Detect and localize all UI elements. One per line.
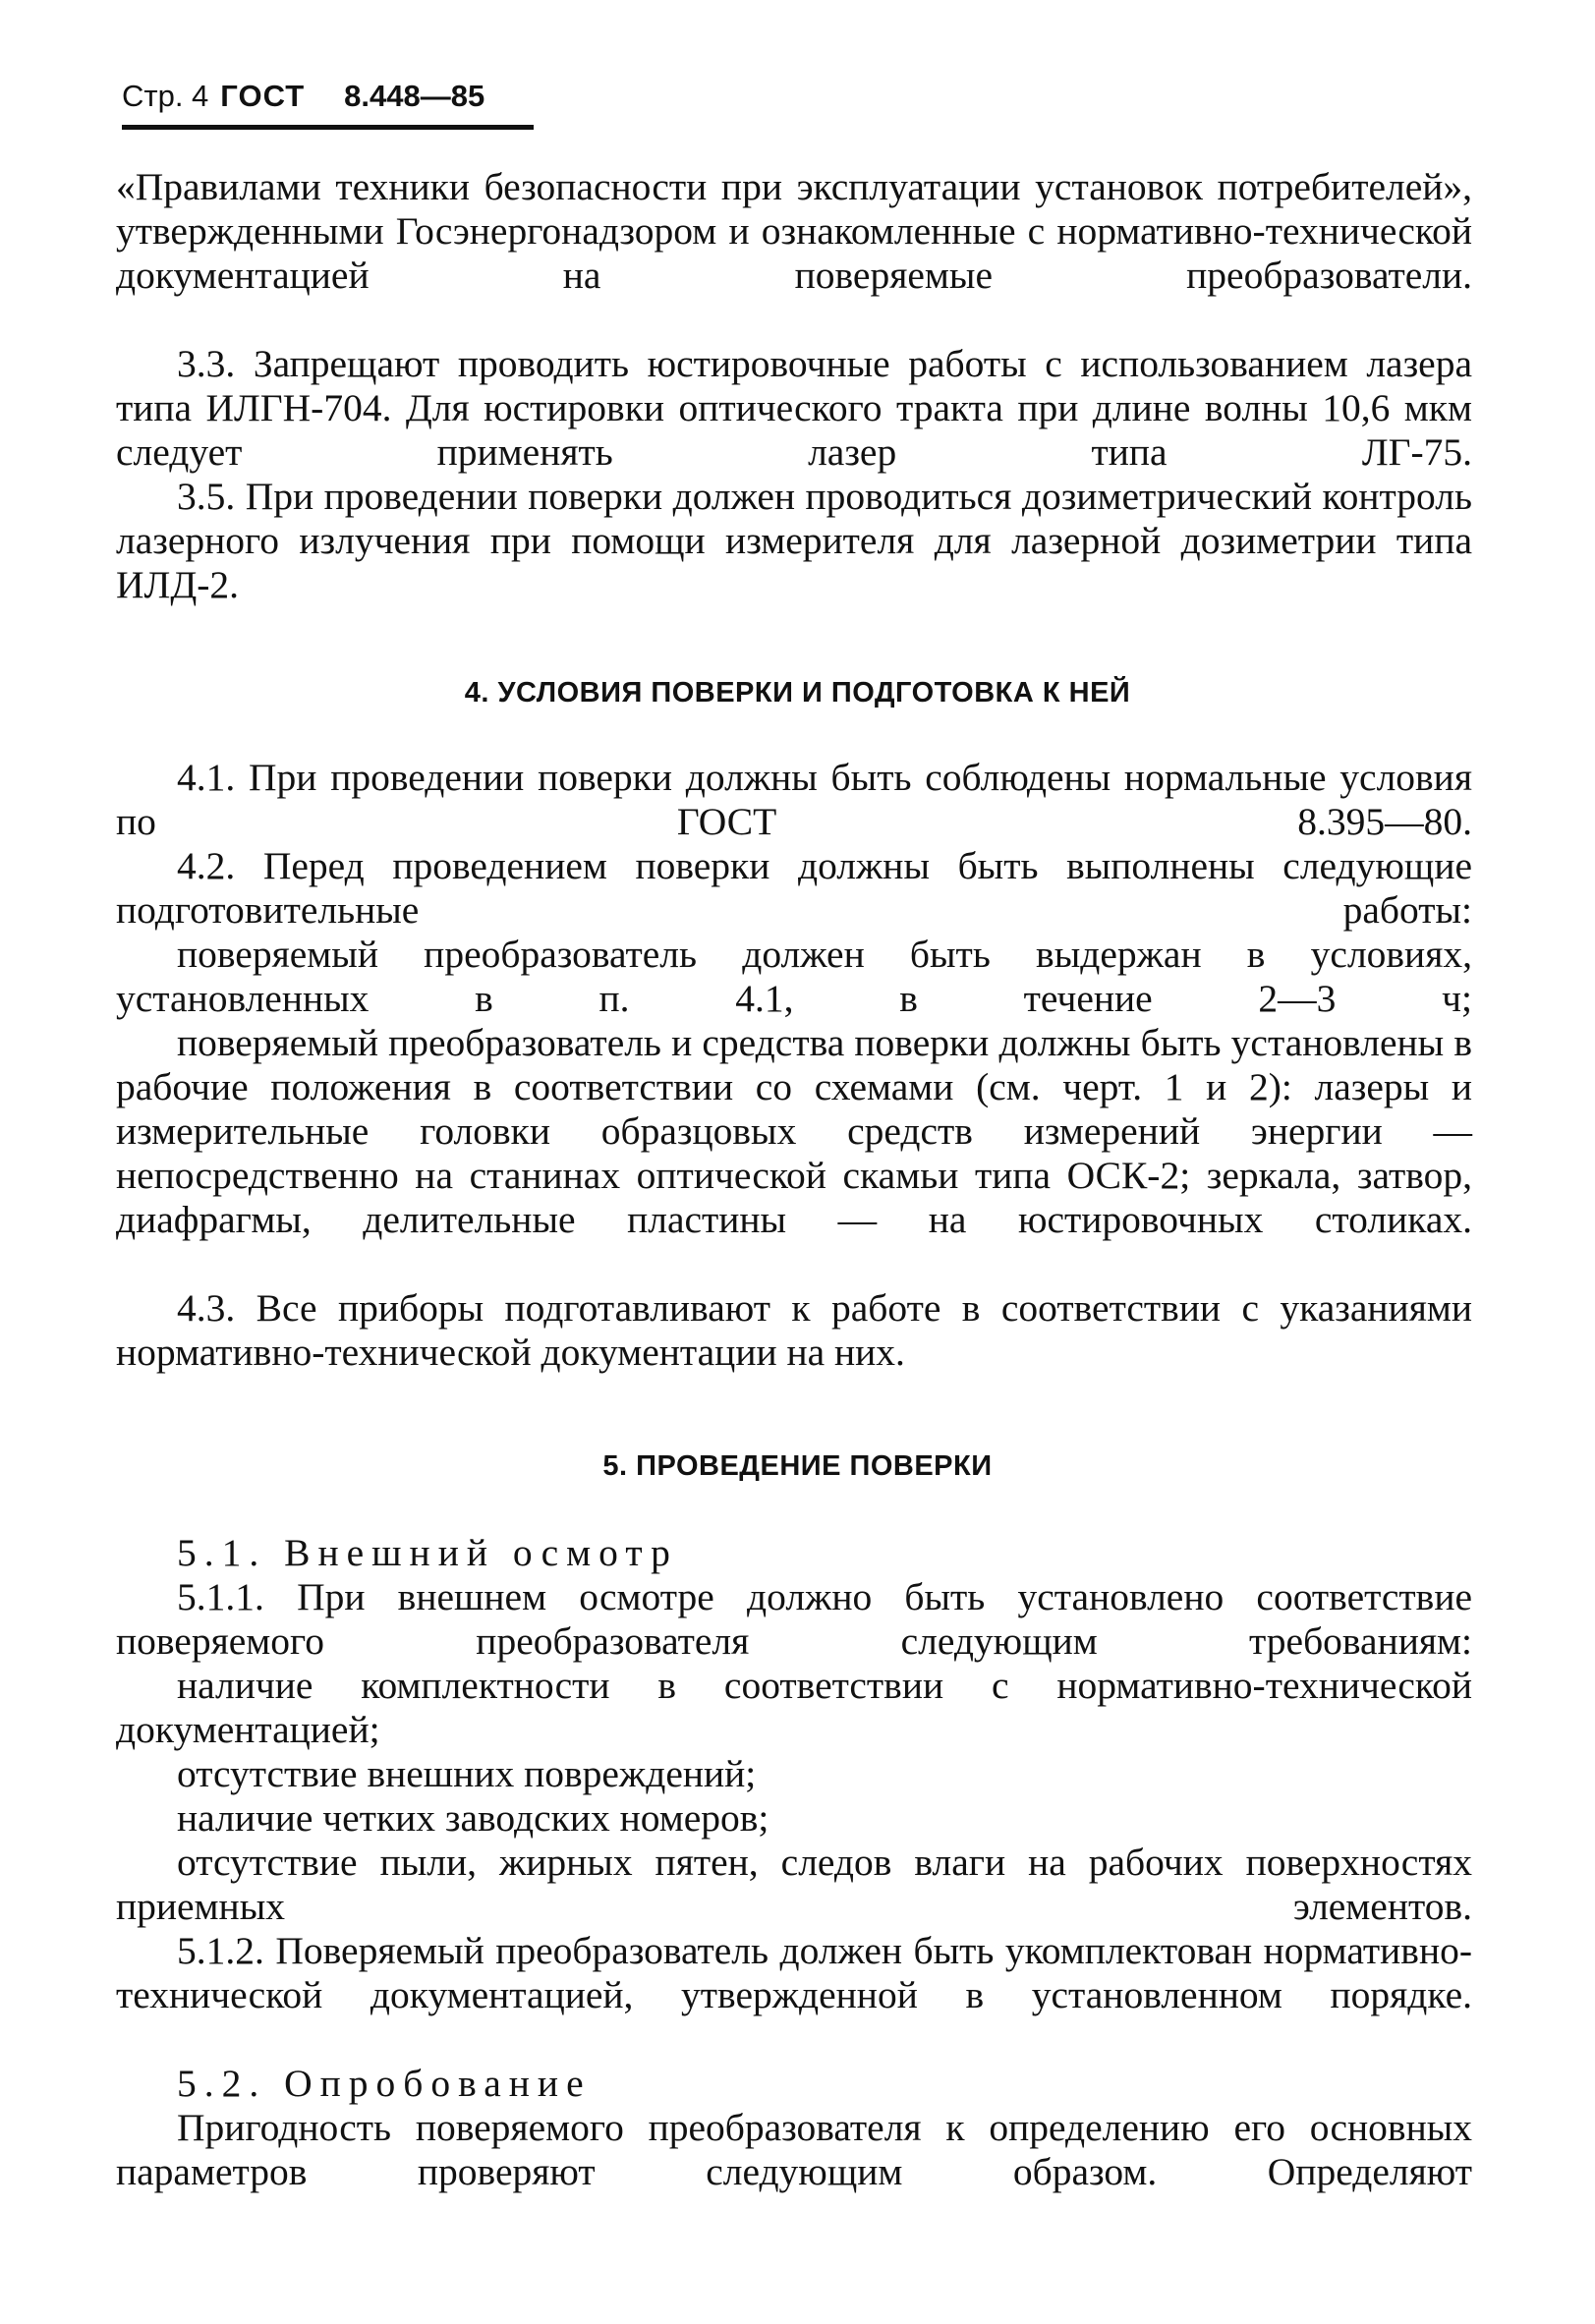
paragraph-5-1-1-c: наличие четких заводских номеров; <box>177 1796 769 1840</box>
paragraph-4-3: 4.3. Все приборы подготавливают к работе в соответствии с указаниями нормативно-технической документации на них. <box>116 1286 1472 1374</box>
page-number: Стр. 4 <box>122 79 209 113</box>
section-heading-5: 5. ПРОВЕДЕНИЕ ПОВЕРКИ <box>602 1450 993 1482</box>
running-header <box>122 77 484 116</box>
paragraph-5-1-1-b: отсутствие внешних повреждений; <box>177 1752 757 1795</box>
paragraph-5-2-body: Пригодность поверяемого преобразователя к определению его основных параметров проверяют следующим образом. Определяют <box>116 2106 1472 2193</box>
paragraph-continued: «Правилами техники безопасности при эксплуатации установок потребителей», утвержденными Госэнергонадзором и ознакомленные с нормативно-технической документацией на поверяемые преобразователи. <box>116 165 1472 297</box>
paragraph-5-1-1: 5.1.1. При внешнем осмотре должно быть установлено соответствие поверяемого преобразователя следующим требованиям: <box>116 1575 1472 1663</box>
paragraph-5-1-1-d: отсутствие пыли, жирных пятен, следов влаги на рабочих поверхностях приемных элементов. <box>116 1841 1472 1928</box>
paragraph-4-1: 4.1. При проведении поверки должны быть соблюдены нормальные условия по ГОСТ 8.395—80. <box>116 756 1472 843</box>
standard-code: ГОСТ <box>220 79 306 113</box>
paragraph-5-1: 5.1. Внешний осмотр <box>177 1531 678 1574</box>
paragraph-4-2-b: поверяемый преобразователь и средства поверки должны быть установлены в рабочие положения в соответствии со схемами (см. черт. 1 и 2): лазеры и измерительные головки образцовых средств измерений энергии — непосредственно на станинах оптической скамьи типа ОСК-2; зеркала, затвор, диафрагмы, делительные пластины — на юстировочных столиках. <box>116 1021 1472 1241</box>
standard-number: 8.448—85 <box>344 79 485 113</box>
header-rule <box>122 125 534 130</box>
paragraph-3-3: 3.3. Запрещают проводить юстировочные работы с использованием лазера типа ИЛГН-704. Для юстировки оптического тракта при длине волны 10,6 мкм следует применять лазер типа ЛГ-75. <box>116 342 1472 474</box>
section-heading-4: 4. УСЛОВИЯ ПОВЕРКИ И ПОДГОТОВКА К НЕЙ <box>464 677 1131 709</box>
paragraph-5-1-2: 5.1.2. Поверяемый преобразователь должен быть укомплектован нормативно-технической документацией, утвержденной в установленном порядке. <box>116 1929 1472 2016</box>
paragraph-4-2-a: поверяемый преобразователь должен быть выдержан в условиях, установленных в п. 4.1, в течение 2—3 ч; <box>116 933 1472 1020</box>
paragraph-5-2: 5.2. Опробование <box>177 2062 592 2105</box>
paragraph-5-1-1-a: наличие комплектности в соответствии с нормативно-технической документацией; <box>116 1664 1472 1751</box>
paragraph-3-5: 3.5. При проведении поверки должен проводиться дозиметрический контроль лазерного излучения при помощи измерителя для лазерной дозиметрии типа ИЛД-2. <box>116 475 1472 606</box>
paragraph-4-2: 4.2. Перед проведением поверки должны быть выполнены следующие подготовительные работы: <box>116 844 1472 932</box>
